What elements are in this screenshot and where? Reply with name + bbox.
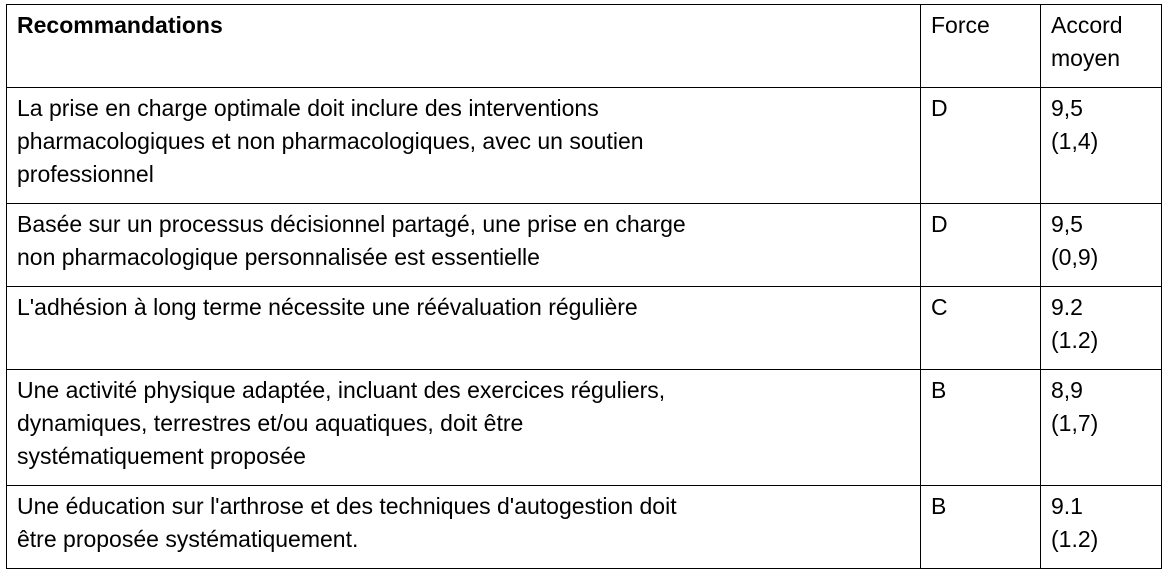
table-row: [7, 204, 1162, 287]
recommendation-line: être proposée systématiquement.: [17, 526, 359, 552]
recommendation-line: non pharmacologique personnalisée est essentielle: [17, 244, 540, 270]
table-row: [7, 88, 1162, 204]
recommendation-cell: [7, 88, 921, 204]
recommendation-line: L'adhésion à long terme nécessite une réévaluation régulière: [17, 294, 638, 320]
recommendation-line: professionnel: [17, 161, 154, 187]
table-row: [7, 287, 1162, 370]
agreement-sd: (1.2): [1051, 526, 1099, 552]
agreement-mean: 9,5: [1051, 211, 1083, 237]
recommendation-line: systématiquement proposée: [17, 443, 306, 469]
force-cell: B: [921, 486, 1041, 569]
header-force: Force: [921, 5, 1041, 88]
header-agreement: [1041, 5, 1162, 88]
recommendation-line: La prise en charge optimale doit inclure des interventions: [17, 95, 599, 121]
header-agreement-line1: Accord: [1051, 12, 1123, 38]
force-cell: D: [921, 204, 1041, 287]
agreement-cell: [1041, 88, 1162, 204]
agreement-cell: [1041, 287, 1162, 370]
agreement-sd: (1,4): [1051, 128, 1099, 154]
header-recommendations: Recommandations: [7, 5, 921, 88]
agreement-cell: [1041, 486, 1162, 569]
recommendation-line: dynamiques, terrestres et/ou aquatiques, doit être: [17, 410, 524, 436]
agreement-cell: [1041, 370, 1162, 486]
table-header-row: [7, 5, 1162, 88]
recommendation-cell: [7, 204, 921, 287]
recommendation-cell: [7, 370, 921, 486]
agreement-mean: 9,5: [1051, 95, 1083, 121]
recommendation-line: Basée sur un processus décisionnel partagé, une prise en charge: [17, 211, 686, 237]
force-cell: D: [921, 88, 1041, 204]
header-agreement-line2: moyen: [1051, 45, 1121, 71]
agreement-mean: 9.1: [1051, 493, 1083, 519]
table-row: [7, 486, 1162, 569]
recommendation-cell: [7, 486, 921, 569]
recommendation-line: pharmacologiques et non pharmacologiques, avec un soutien: [17, 128, 644, 154]
agreement-sd: (0,9): [1051, 244, 1099, 270]
agreement-sd: (1,7): [1051, 410, 1099, 436]
recommendation-line: Une activité physique adaptée, incluant des exercices réguliers,: [17, 377, 666, 403]
agreement-sd: (1.2): [1051, 327, 1099, 353]
agreement-cell: [1041, 204, 1162, 287]
table-row: [7, 370, 1162, 486]
recommendations-table: [6, 4, 1162, 569]
agreement-mean: 8,9: [1051, 377, 1083, 403]
force-cell: B: [921, 370, 1041, 486]
recommendation-cell: [7, 287, 921, 370]
recommendation-line: Une éducation sur l'arthrose et des techniques d'autogestion doit: [17, 493, 677, 519]
agreement-mean: 9.2: [1051, 294, 1083, 320]
force-cell: C: [921, 287, 1041, 370]
